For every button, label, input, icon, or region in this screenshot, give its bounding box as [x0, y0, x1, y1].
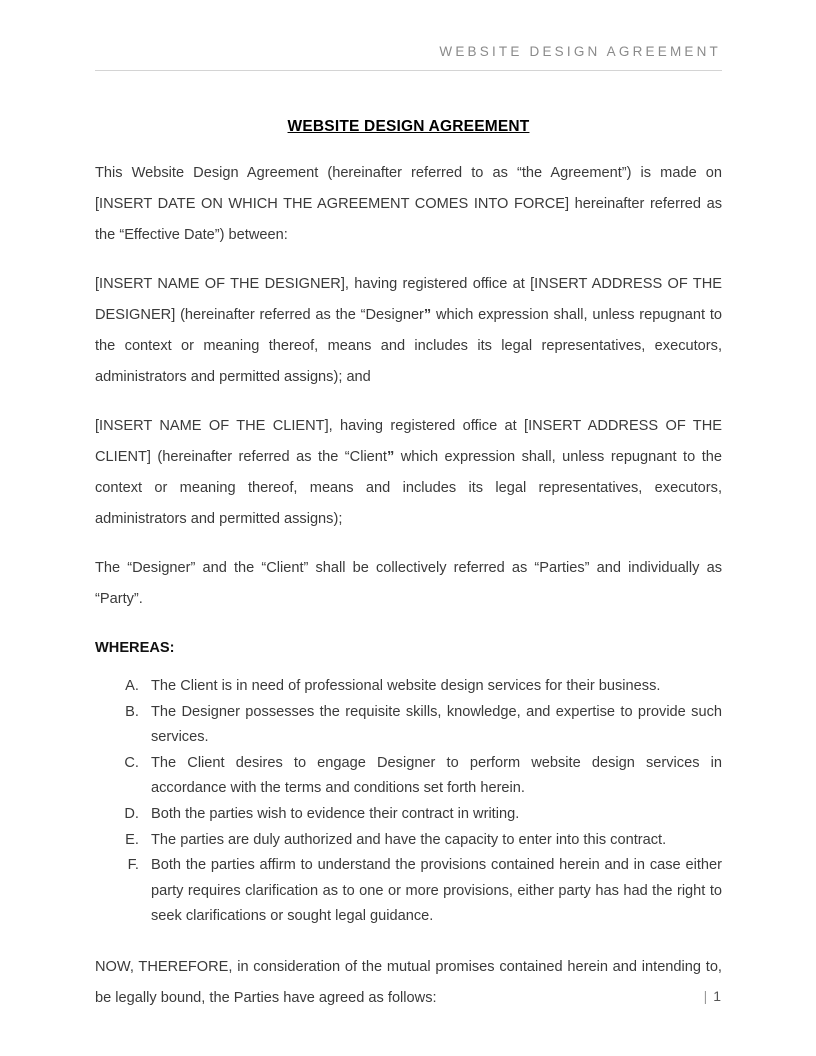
list-item — [143, 751, 722, 802]
footer-page-indicator — [704, 988, 722, 1004]
header-title: WEBSITE DESIGN AGREEMENT — [439, 44, 721, 59]
paragraph-parties: The “Designer” and the “Client” shall be collectively referred as “Parties” and individually as “Party”. — [95, 560, 722, 607]
footer-page-number: 1 — [713, 988, 722, 1004]
paragraph-client-part2: which expression shall, unless repugnant to the context or meaning thereof, means and includes its legal representatives, executors, administrators and permitted assigns); — [95, 449, 722, 527]
header-divider — [95, 70, 722, 71]
paragraph-client-close-quote: ” — [386, 449, 395, 465]
list-item — [143, 853, 722, 930]
paragraph-designer-part2: which expression shall, unless repugnant to the context or meaning thereof, means and includes its legal representatives, executors, administrators and permitted assigns); and — [95, 307, 722, 385]
paragraph-intro: This Website Design Agreement (hereinafter referred to as “the Agreement”) is made on [INSERT DATE ON WHICH THE AGREEMENT COMES INTO FORCE] hereinafter referred as the “Effective Date”) between: — [95, 165, 722, 243]
clause-text: The Designer possesses the requisite skills, knowledge, and expertise to provide such services. — [151, 703, 722, 746]
footer-separator: | — [703, 988, 709, 1004]
whereas-clause-list — [95, 674, 722, 930]
clause-text: The parties are duly authorized and have the capacity to enter into this contract. — [151, 831, 667, 848]
list-item — [143, 700, 722, 751]
paragraph-designer-close-quote: ” — [423, 307, 432, 323]
whereas-heading: WHEREAS: — [95, 640, 175, 656]
paragraph-client — [95, 411, 722, 535]
clause-text: Both the parties wish to evidence their contract in writing. — [151, 805, 520, 822]
clause-text: The Client desires to engage Designer to perform website design services in accordance with the terms and conditions set forth herein. — [151, 754, 722, 797]
page-header — [95, 42, 722, 71]
list-item — [143, 828, 722, 854]
document-body — [95, 118, 722, 1014]
page-footer — [95, 988, 722, 1006]
paragraph-client-part1: [INSERT NAME OF THE CLIENT], having registered office at [INSERT ADDRESS OF THE CLIENT] (hereinafter referred as the “Client — [95, 418, 722, 465]
list-item — [143, 674, 722, 700]
paragraph-designer — [95, 269, 722, 393]
paragraph-designer-part1: [INSERT NAME OF THE DESIGNER], having registered office at [INSERT ADDRESS OF THE DESIGNER] (hereinafter referred as the “Designer — [95, 276, 722, 323]
list-item — [143, 802, 722, 828]
clause-text: The Client is in need of professional website design services for their business. — [151, 678, 661, 694]
paragraph-closing: NOW, THEREFORE, in consideration of the mutual promises contained herein and intending to, be legally bound, the Parties have agreed as follows: — [95, 958, 722, 1006]
clause-text: Both the parties affirm to understand the provisions contained herein and in case either party requires clarification as to one or more provisions, either party has had the right to seek clarifications or sought legal guidance. — [151, 857, 722, 925]
page-title: WEBSITE DESIGN AGREEMENT — [287, 118, 530, 135]
